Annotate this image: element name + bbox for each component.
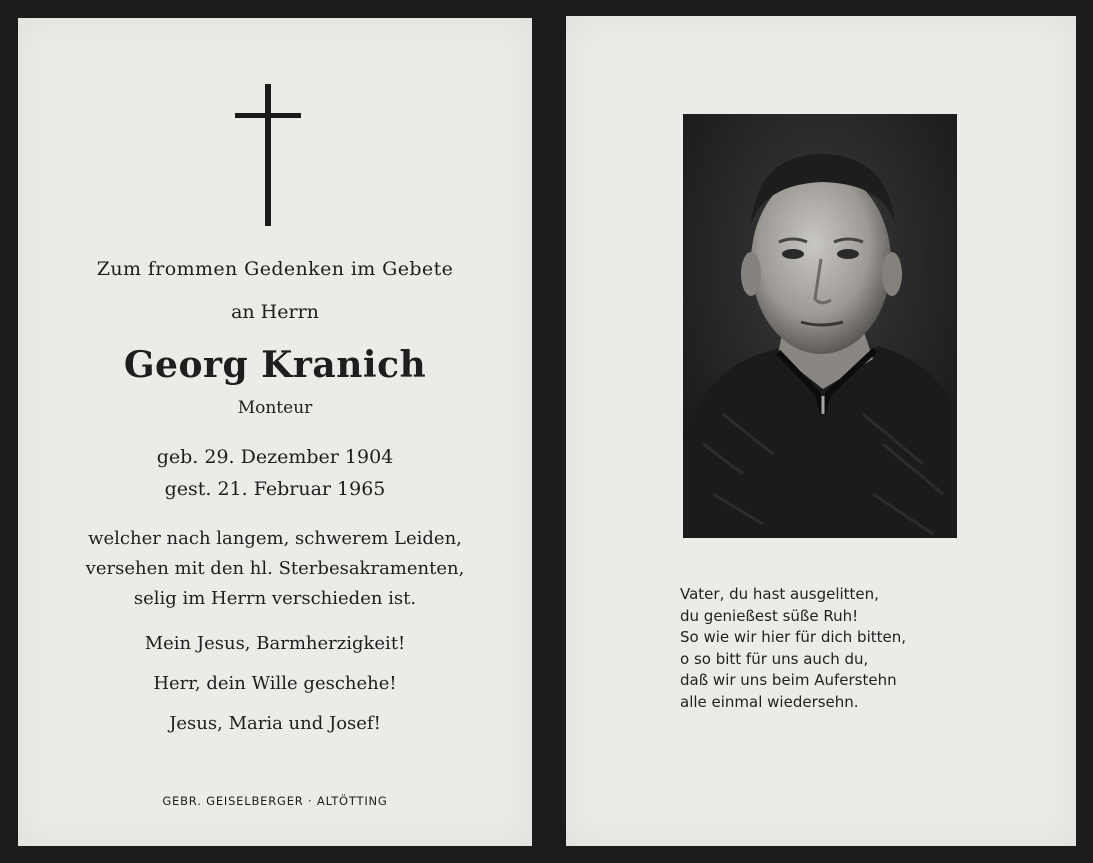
birth-date: geb. 29. Dezember 1904 — [156, 446, 394, 468]
deceased-name: Georg Kranich — [123, 344, 427, 386]
prayer-line: Mein Jesus, Barmherzigkeit! — [144, 633, 406, 654]
intro-text: Zum frommen Gedenken im Gebete — [96, 258, 454, 280]
right-card — [566, 16, 1076, 846]
prayer-line: Herr, dein Wille geschehe! — [153, 673, 397, 694]
occupation: Monteur — [237, 398, 313, 418]
poem-line: Vater, du hast ausgelitten, — [680, 585, 879, 603]
poem-line: du genießest süße Ruh! — [680, 606, 859, 625]
text-line: selig im Herrn verschieden ist. — [133, 588, 417, 609]
poem-line: daß wir uns beim Auferstehn — [680, 671, 897, 689]
poem-line: o so bitt für uns auch du, — [680, 649, 869, 668]
text-line: versehen mit den hl. Sterbesakramenten, — [85, 558, 465, 579]
cross-icon — [265, 84, 271, 226]
portrait-photo — [683, 114, 957, 538]
poem-line: alle einmal wiedersehn. — [680, 692, 859, 711]
death-date: gest. 21. Februar 1965 — [164, 478, 386, 500]
prayer-line: Jesus, Maria und Josef! — [169, 713, 381, 734]
left-card — [18, 18, 532, 846]
printer-credit: GEBR. GEISELBERGER · ALTÖTTING — [162, 794, 388, 808]
addressee-text: an Herrn — [231, 301, 319, 323]
poem-line: So wie wir hier für dich bitten, — [680, 628, 906, 646]
text-line: welcher nach langem, schwerem Leiden, — [88, 528, 462, 549]
cross-icon-bar — [235, 113, 301, 118]
poem — [680, 584, 1040, 713]
